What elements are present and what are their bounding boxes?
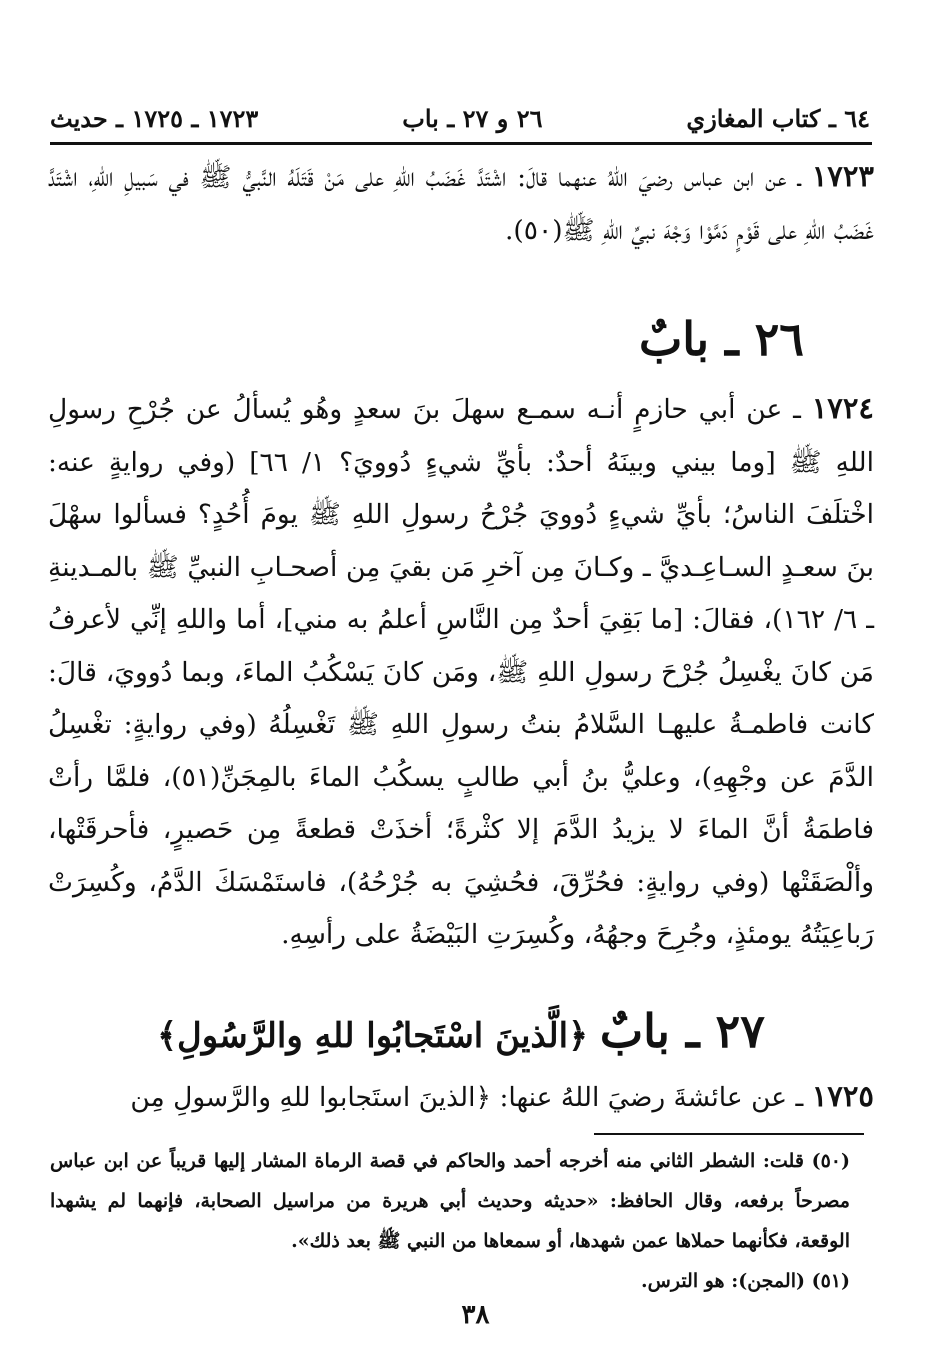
header-rule [50,142,872,145]
footnote-51: (٥١) (المجن): هو الترس. [641,1270,850,1292]
hadith-paragraph [48,382,874,962]
bab-27-verse: ﴿الَّذينَ اسْتَجابُوا للهِ والرَّسُولِ﴾ [157,1016,600,1056]
header-chapter: ٦٤ ـ كتاب المغازي [686,103,870,133]
bab-27-prefix: ٢٧ ـ بابٌ [599,1004,765,1058]
hadith-text: ـ عن أبي حازمٍ أنـه سمـع سهلَ بنَ سعدٍ وهُو يُسألُ عن جُرْحِ رسولِ اللهِ ﷺ [وما بيني وبينَهُ أحدٌ: بأيِّ شيءٍ دُوويَ؟ ١/ ٦٦] (وفي روايةٍ عنه: اخْتلَفَ الناسُ؛ بأيِّ شيءٍ دُوويَ جُرْحُ رسولِ اللهِ ﷺ يومَ أُحُدٍ؟ فسألوا سهْلَ بنَ سعـدٍ السـاعِـديَّ ـ وكـانَ مِن آخرِ مَن بقيَ مِن أصحـابِ النبيِّ ﷺ بالمـدينةِ ـ ٦/ ١٦٢)، فقالَ: [ما بَقِيَ أحدٌ مِن النَّاسِ أعلمُ به مني]، أما واللهِ إنِّي لأعرفُ مَن كانَ يغْسِلُ جُرْحَ رسولِ اللهِ ﷺ، ومَن كانَ يَسْكُبُ الماءَ، وبما دُوويَ، قالَ: كانت فاطمـةُ عليهـا السَّلامُ بنتُ رسولِ اللهِ ﷺ تَغْسِلُهُ (وفي روايةٍ: تغْسِلُ الدَّمَ عن وجْهِهِ)، وعليُّ بنُ أبي طالبٍ يسكُبُ الماءَ بالمِجَنِّ(٥١)، فلمَّا رأتْ فاطمَةُ أنَّ الماءَ لا يزيدُ الدَّمَ إلا كثْرةً؛ أخذَتْ قطعةً مِن حَصيرٍ، فأحرقَتْها، وألْصَقَتْها (وفي روايةٍ: فحُرِّقَ، فحُشِيَ به جُرْحُهُ)، فاستَمْسَكَ الدَّمُ، وكُسِرَتْ رَباعِيَتُهُ يومئذٍ، وجُرِحَ وجهُهُ، وكُسِرَتِ البَيْضَةُ على رأسِهِ. [48,394,875,950]
hadith-number: ١٧٢٣ [811,159,874,193]
hadith-paragraph [48,150,874,257]
section-heading-bab-27 [48,1004,874,1068]
footnotes [50,1141,850,1301]
footnote-rule [594,1133,864,1135]
hadith-text: ـ عن ابن عباس رضيَ اللهُ عنهما قالَ: اشْتَدَّ غَضَبُ اللهِ على مَنْ قَتَلَهُ النَّبيُّ ﷺ في سَبيلِ اللهِ، اشْتَدَّ غَضَبُ اللهِ على قَوْمٍ دَمَّوْا وَجْهَ نبيِّ اللهِ ﷺ(٥٠). [48,162,874,246]
hadith-1725 [48,1070,874,1125]
header-sections: ٢٦ و ٢٧ ـ باب [402,103,543,133]
running-header [50,98,870,138]
hadith-text: ـ عن عائشةَ رضيَ اللهُ عنها: ﴿الذينَ استَجابوا للهِ والرَّسولِ مِن [130,1082,812,1113]
hadith-1723 [48,150,874,257]
section-heading-bab-26: ٢٦ ـ بابٌ [638,312,804,366]
footnote-50: (٥٠) قلت: الشطر الثاني منه أخرجه أحمد والحاكم في قصة الرماة المشار إليها قريباً عن ابن عباس مصرحاً برفعه، وقال الحافظ: «حديثه وحديث أبي هريرة من مراسيل الصحابة، فإنهما لم يشهدا الوقعة، فكأنهما حملاها عمن شهدها، أو سمعاها من النبي ﷺ بعد ذلك». [50,1150,850,1252]
header-hadith-range: ١٧٢٣ ـ ١٧٢٥ ـ حديث [50,103,259,133]
hadith-paragraph [48,1070,874,1125]
page-number: ٣٨ [461,1300,490,1330]
hadith-number: ١٧٢٥ [811,1079,874,1113]
hadith-number: ١٧٢٤ [811,391,874,425]
hadith-1724 [48,382,874,962]
